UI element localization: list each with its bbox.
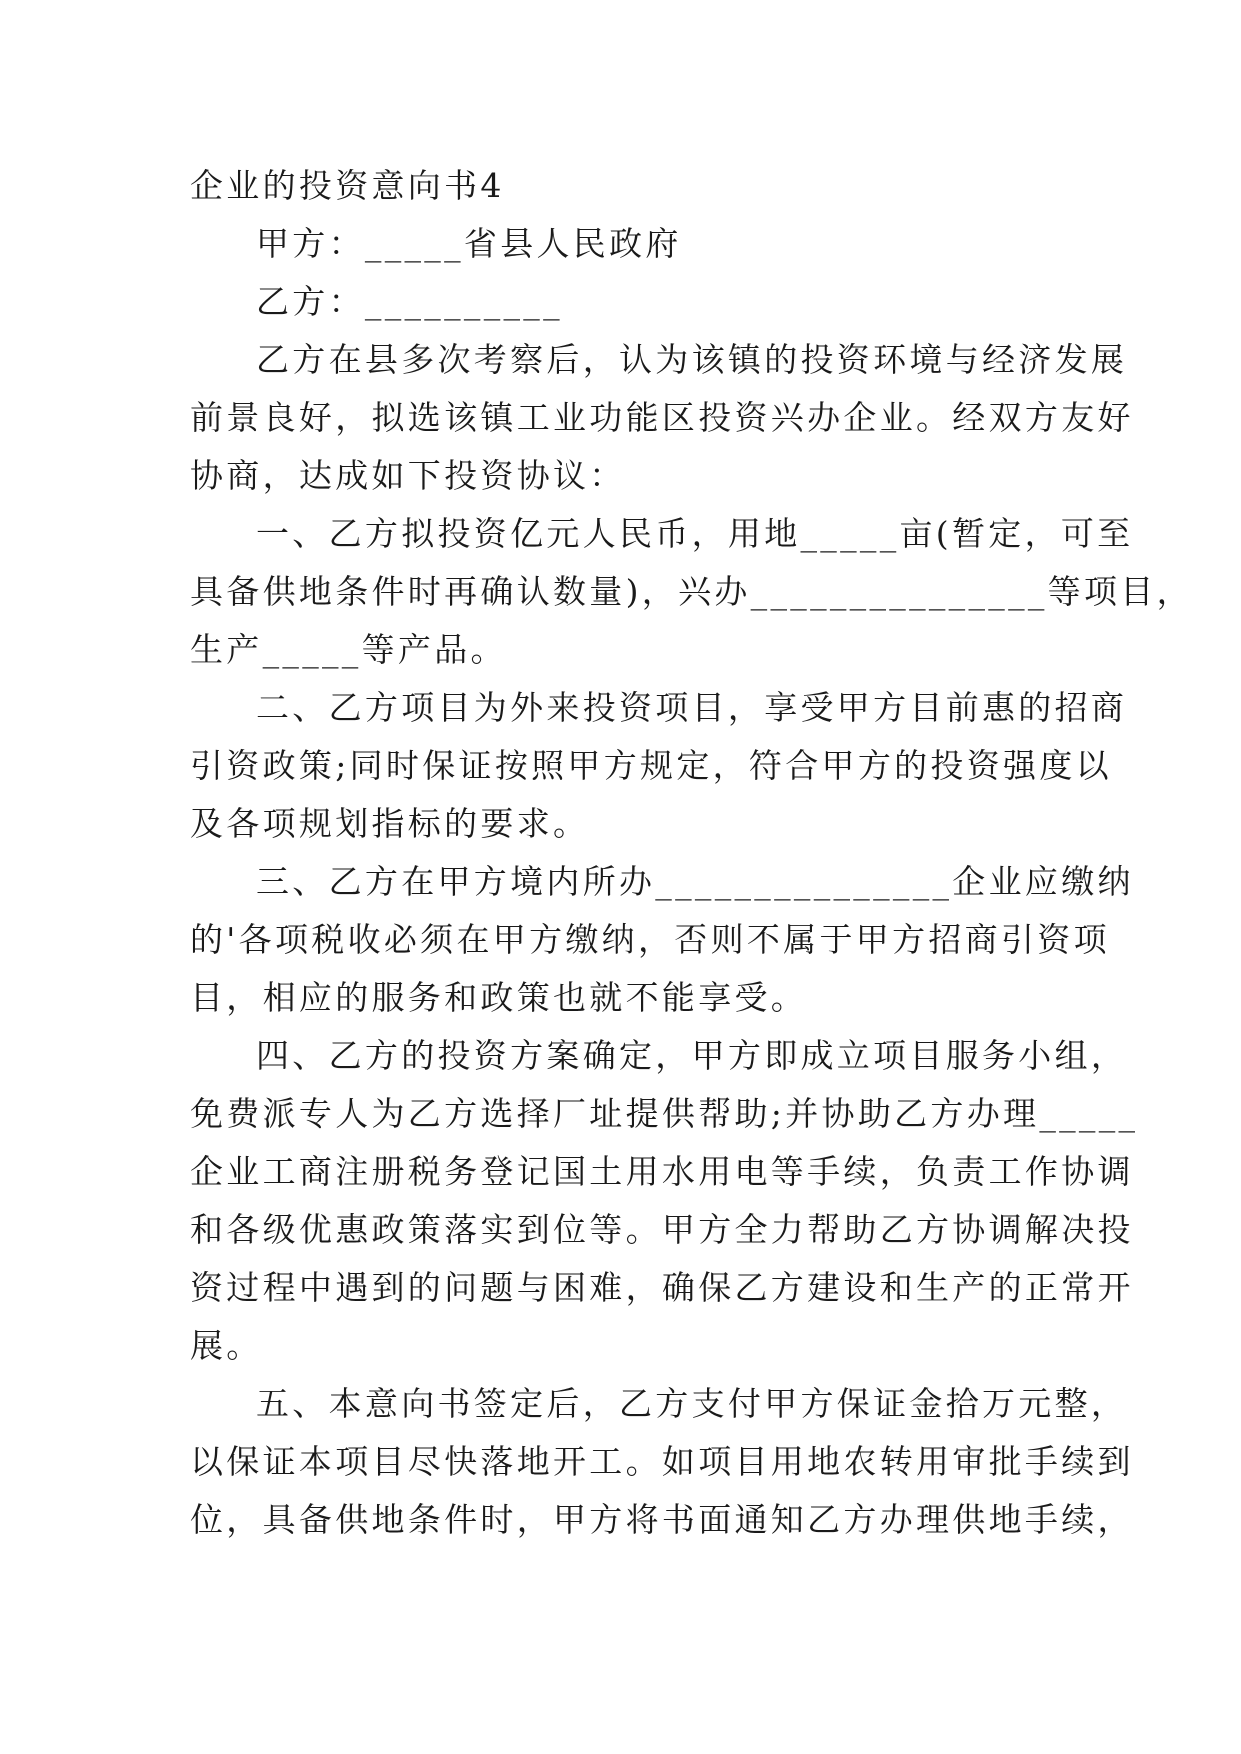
text-line: 协商，达成如下投资协议：: [190, 456, 626, 495]
text-line: 展。: [190, 1326, 263, 1365]
text-line: 及各项规划指标的要求。: [190, 804, 590, 843]
text-line: 位，具备供地条件时，甲方将书面通知乙方办理供地手续，: [190, 1500, 1134, 1539]
text-line: 生产_____等产品。: [190, 630, 507, 669]
text-line: 的'各项税收必须在甲方缴纳，否则不属于甲方招商引资项: [190, 920, 1110, 959]
text-line: 企业工商注册税务登记国土用水用电等手续，负责工作协调: [190, 1152, 1134, 1191]
text-line: 和各级优惠政策落实到位等。甲方全力帮助乙方协调解决投: [190, 1210, 1134, 1249]
text-line: 目，相应的服务和政策也就不能享受。: [190, 978, 808, 1017]
text-line: 四、乙方的投资方案确定，甲方即成立项目服务小组，: [256, 1036, 1128, 1075]
party-a-line: 甲方：_____省县人民政府: [256, 224, 682, 263]
text-line: 免费派专人为乙方选择厂址提供帮助;并协助乙方办理_____: [190, 1094, 1139, 1133]
text-line: 以保证本项目尽快落地开工。如项目用地农转用审批手续到: [190, 1442, 1134, 1481]
text-line: 二、乙方项目为外来投资项目，享受甲方目前惠的招商: [256, 688, 1128, 727]
text-line: 资过程中遇到的问题与困难，确保乙方建设和生产的正常开: [190, 1268, 1134, 1307]
text-line: 具备供地条件时再确认数量)，兴办_______________等项目，: [190, 572, 1193, 611]
text-line: 一、乙方拟投资亿元人民币，用地_____亩(暂定，可至: [256, 514, 1134, 553]
document-title: 企业的投资意向书4: [190, 166, 505, 205]
party-b-line: 乙方：__________: [256, 282, 563, 321]
text-line: 三、乙方在甲方境内所办_______________企业应缴纳: [256, 862, 1134, 901]
text-line: 乙方在县多次考察后，认为该镇的投资环境与经济发展: [256, 340, 1128, 379]
text-line: 五、本意向书签定后，乙方支付甲方保证金拾万元整，: [256, 1384, 1128, 1423]
text-line: 引资政策;同时保证按照甲方规定，符合甲方的投资强度以: [190, 746, 1112, 785]
text-line: 前景良好，拟选该镇工业功能区投资兴办企业。经双方友好: [190, 398, 1134, 437]
